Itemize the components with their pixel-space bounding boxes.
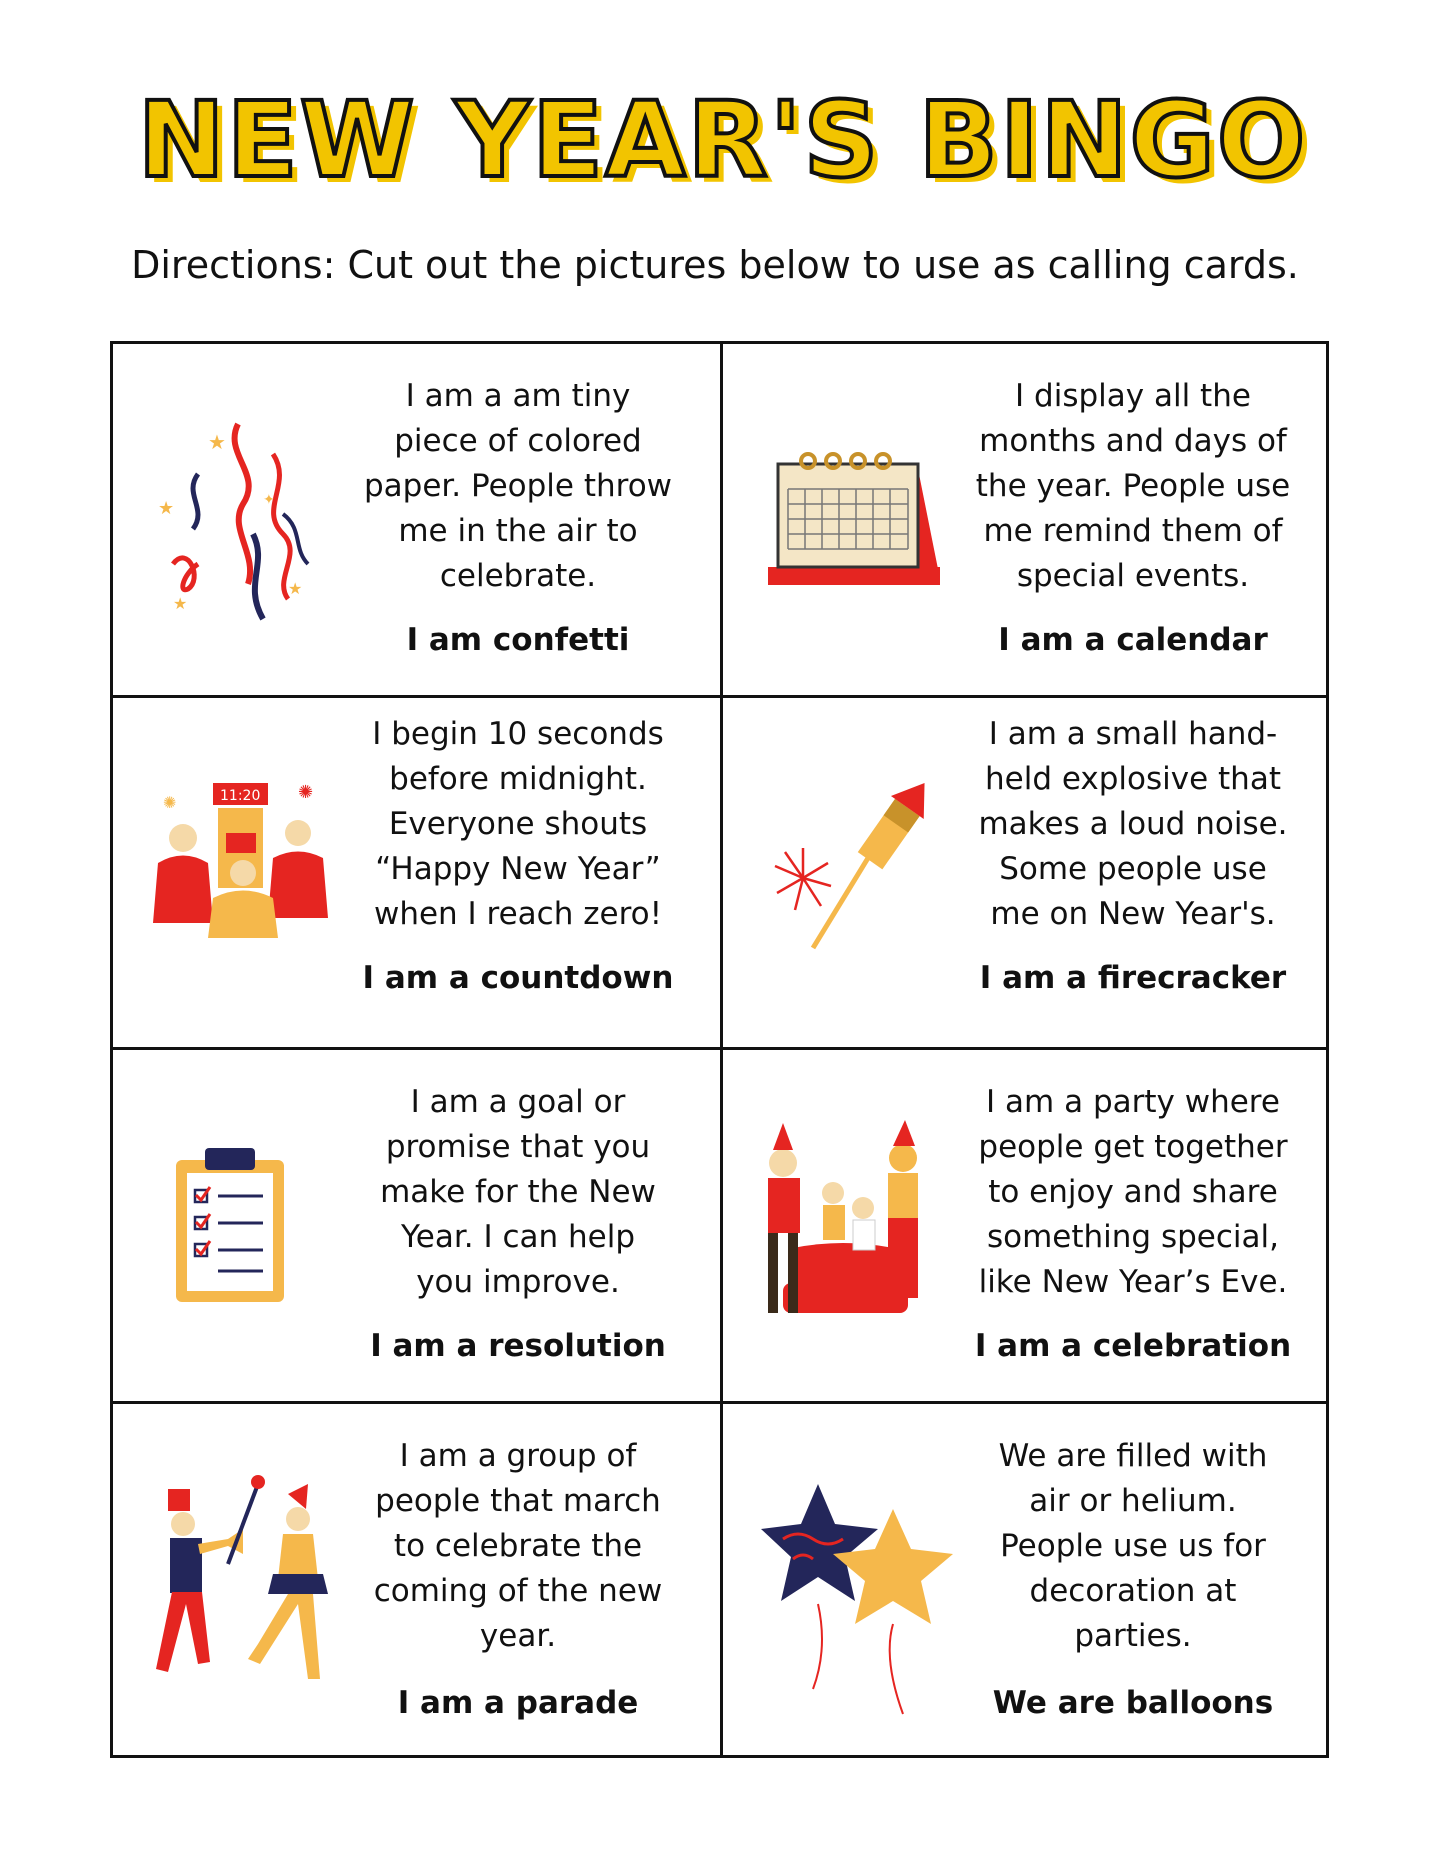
calling-card-countdown (113, 698, 720, 1047)
calling-card-celebration (723, 1050, 1329, 1401)
card-answer: I am a calendar (998, 622, 1268, 658)
marching-band-icon (148, 1464, 348, 1694)
card-description: I am a am tiny piece of colored paper. People throw me in the air to celebrate. (363, 378, 673, 594)
card-description: I am a small hand- held explosive that makes a loud noise. Some people use me on New Year's. (978, 716, 1288, 932)
calendar-icon (768, 449, 943, 589)
firecracker-icon (773, 768, 943, 958)
calling-card-resolution (113, 1050, 720, 1401)
directions-text: Directions: Cut out the pictures below to use as calling cards. (131, 243, 1299, 287)
clipboard-checklist-icon (173, 1145, 288, 1305)
card-answer: We are balloons (992, 1685, 1274, 1721)
card-answer: I am a countdown (362, 960, 674, 996)
svg-text:★: ★ (158, 498, 175, 519)
confetti-icon (153, 414, 323, 634)
svg-text:★: ★ (288, 579, 303, 598)
card-description: I display all the months and days of the year. People use me remind them of special events. (975, 378, 1291, 594)
svg-text:★: ★ (208, 430, 226, 454)
card-answer: I am a firecracker (979, 960, 1287, 996)
svg-text:✦: ✦ (263, 492, 275, 508)
calling-card-calendar (723, 344, 1329, 695)
calling-card-balloons (723, 1404, 1329, 1758)
card-description: I begin 10 seconds before midnight. Everyone shouts “Happy New Year” when I reach zero! (372, 716, 664, 932)
star-balloons-icon (753, 1469, 963, 1719)
calling-card-firecracker (723, 698, 1329, 1047)
bingo-card-grid (110, 341, 1329, 1758)
party-people-icon (743, 1118, 943, 1338)
calling-card-parade (113, 1404, 720, 1758)
card-description: I am a group of people that march to celebrate the coming of the new year. (373, 1438, 663, 1654)
calling-card-confetti (113, 344, 720, 695)
card-answer: I am confetti (406, 622, 630, 658)
card-description: We are filled with air or helium. People use us for decoration at parties. (998, 1438, 1268, 1654)
card-description: I am a goal or promise that you make for the New Year. I can help you improve. (380, 1084, 656, 1300)
svg-text:✺: ✺ (163, 793, 177, 812)
card-answer: I am a resolution (370, 1328, 666, 1364)
countdown-party-icon (148, 773, 338, 943)
card-description: I am a party where people get together to enjoy and share something special, like New Year’s Eve. (978, 1084, 1288, 1300)
card-answer: I am a parade (397, 1685, 639, 1721)
svg-text:✺: ✺ (298, 782, 314, 803)
card-answer: I am a celebration (974, 1328, 1292, 1364)
svg-text:★: ★ (173, 594, 188, 613)
page-title: NEW YEAR'S BINGO (137, 79, 1308, 201)
svg-text:11:20: 11:20 (220, 788, 261, 804)
